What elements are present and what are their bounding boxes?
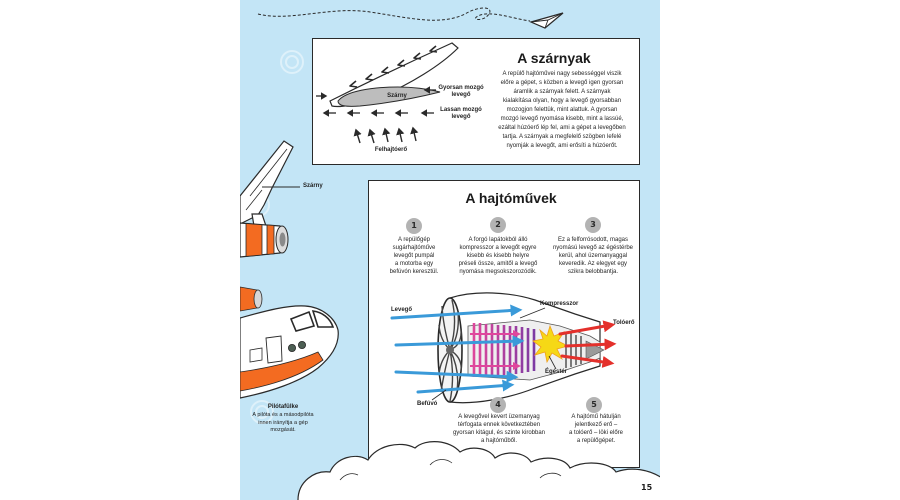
airfoil-label: Szárny bbox=[387, 93, 407, 99]
wings-title: A szárnyak bbox=[517, 50, 591, 66]
thrust-label: Tolóerő bbox=[613, 320, 635, 326]
engines-title: A hajtóművek bbox=[465, 190, 557, 206]
step-2-text: A forgó lapátokból álló kompresszor a levegőt egyre kisebb és kisebb helyre préseli össze, amitől a levegő nyomása megsokszorozódik. bbox=[458, 237, 538, 275]
fast-air-label: Gyorsan mozgó levegő bbox=[438, 85, 484, 98]
step-1-text: A repülőgép sugárhajtóműve levegőt pumpál a motorba egy befúvón keresztül. bbox=[389, 237, 439, 275]
step-3-badge: 3 bbox=[585, 217, 601, 233]
cockpit-description: A pilóta és a másodpilóta innen irányítja a gép mozgását. bbox=[252, 412, 314, 433]
step-5-text: A hajtómű hátulján jelentkező erő – a tolóerő – löki előre a repülőgépet. bbox=[568, 414, 624, 444]
step-3-text: Ez a felforrósodott, magas nyomású levegő az égéstérbe kerül, ahol üzemanyaggal keveredik. Az elegyet egy szikra belobbantja. bbox=[552, 237, 634, 275]
compressor-label: Kompresszor bbox=[540, 301, 579, 307]
bottom-clouds bbox=[298, 442, 662, 500]
cockpit-title: Pilótafülke bbox=[267, 404, 299, 410]
step-4-badge: 4 bbox=[490, 397, 506, 413]
wings-description: A repülő hajtóművei nagy sebességgel viszik előre a gépet, s közben a levegő igen gyorsan áramlik a szárnyak felett. A szárnyak kialakítása olyan, hogy a levegő gyorsabban mozogjon felettük, mint alattuk. A gyorsan mozgó levegő nyomása kisebb, mint a lassúé, ezáltal húzóerő lép fel, ami a gépet a levegőben tartja. A szárnyak a megfelelő szögben lefelé nyomják a levegőt, ami erősíti a húzóerőt. bbox=[498, 71, 626, 149]
wing-label: Szárny bbox=[303, 183, 323, 189]
intake-label: Befúvó bbox=[417, 401, 438, 407]
step-4-text: A levegővel kevert üzemanyag térfogata ennek következtében gyorsan kitágul, és szinte kirobban a hajtóműből. bbox=[452, 414, 546, 444]
lift-label: Felhajtóerő bbox=[374, 147, 408, 153]
air-label: Levegő bbox=[391, 307, 413, 313]
step-2-badge: 2 bbox=[490, 217, 506, 233]
combustion-chamber-label: Égéstér bbox=[545, 369, 568, 375]
page-number: 15 bbox=[641, 483, 653, 492]
step-1-badge: 1 bbox=[406, 218, 422, 234]
slow-air-label: Lassan mozgó levegő bbox=[440, 107, 482, 120]
step-5-badge: 5 bbox=[586, 397, 602, 413]
